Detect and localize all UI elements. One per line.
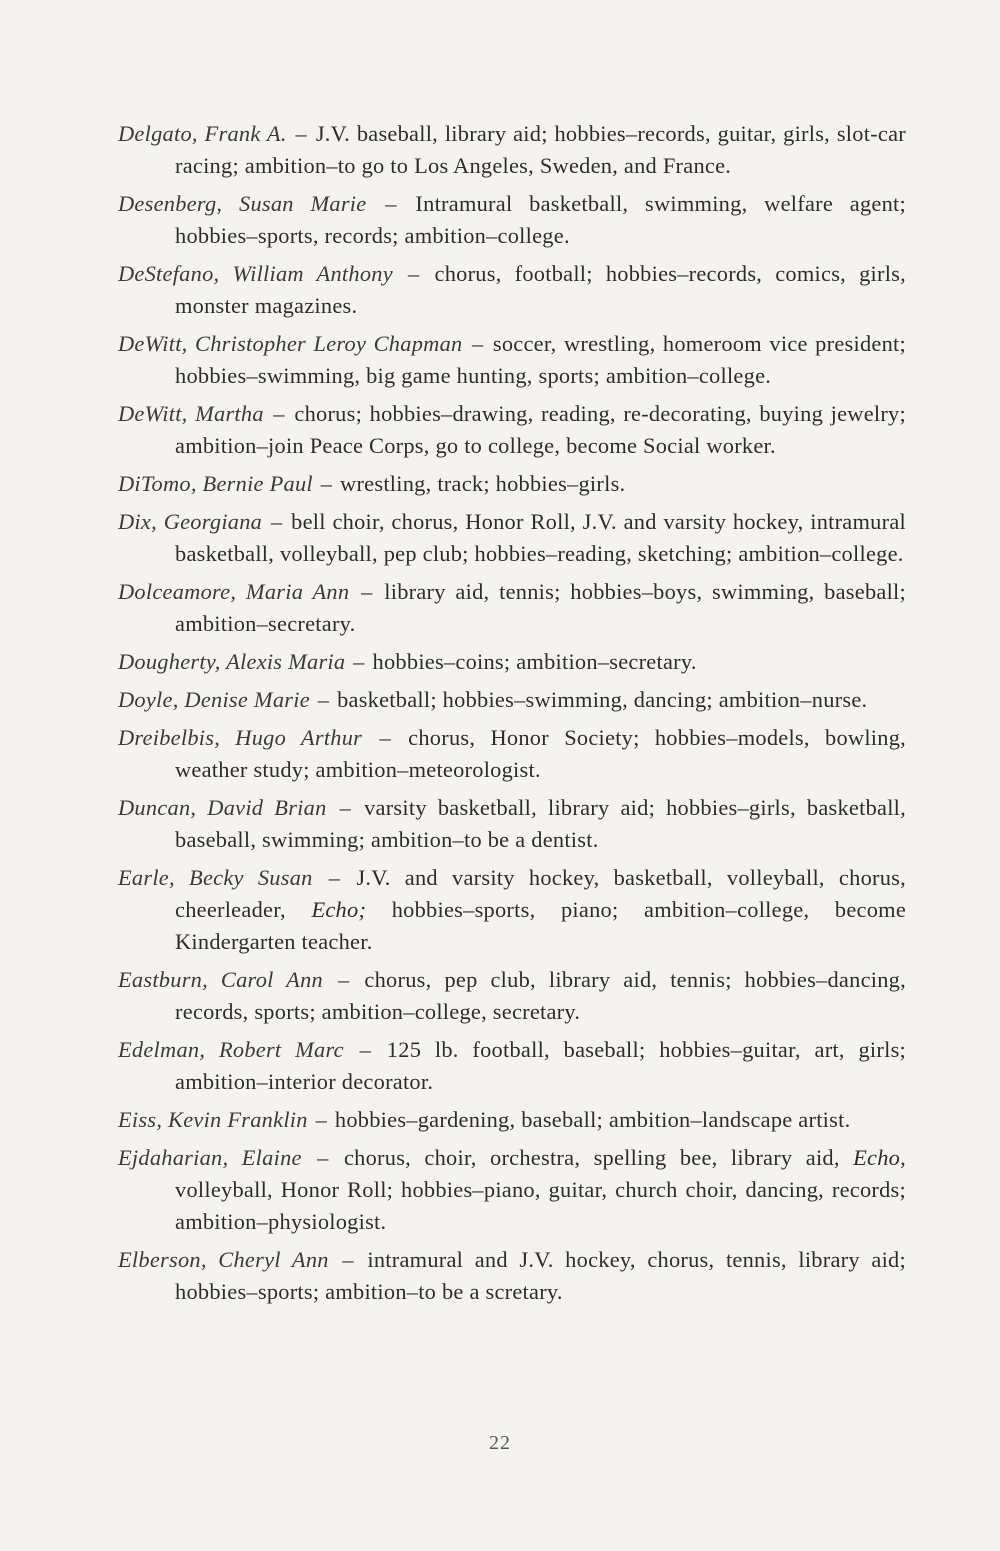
senior-entry — [118, 468, 906, 500]
page-number: 22 — [489, 1432, 511, 1454]
separator-dash: – — [320, 471, 333, 496]
separator-dash: – — [339, 795, 352, 820]
student-name: DeWitt, Martha — [118, 401, 264, 426]
senior-entry — [118, 576, 906, 640]
separator-dash: – — [317, 687, 330, 712]
student-name: Dix, Georgiana — [118, 509, 263, 534]
student-name: Dreibelbis, Hugo Arthur — [118, 725, 363, 750]
separator-dash: – — [317, 1145, 329, 1170]
student-details: hobbies–gardening, baseball; ambition–landscape artist. — [334, 1107, 851, 1132]
senior-entry — [118, 188, 906, 252]
separator-dash: – — [315, 1107, 328, 1132]
senior-entry — [118, 328, 906, 392]
separator-dash: – — [270, 509, 283, 534]
senior-entry — [118, 506, 906, 570]
senior-entry — [118, 118, 906, 182]
student-details: chorus, Honor Society; hobbies–models, bowling, weather study; ambition–meteorologist. — [175, 725, 906, 782]
student-details: library aid, tennis; hobbies–boys, swimming, baseball; ambition–secretary. — [175, 579, 907, 636]
student-name: Dougherty, Alexis Maria — [118, 649, 346, 674]
separator-dash: – — [407, 261, 420, 286]
student-name: Delgato, Frank A. — [118, 121, 287, 146]
student-details: basketball; hobbies–swimming, dancing; ambition–nurse. — [337, 687, 868, 712]
student-name: DiTomo, Bernie Paul — [118, 471, 313, 496]
separator-dash: – — [379, 725, 391, 750]
separator-dash: – — [361, 579, 373, 604]
student-name: Desenberg, Susan Marie — [118, 191, 367, 216]
separator-dash: – — [273, 401, 285, 426]
student-details: J.V. baseball, library aid; hobbies–records, guitar, girls, slot-car racing; ambition–to go to Los Angeles, Sweden, and France. — [175, 121, 906, 178]
separator-dash: – — [471, 331, 484, 356]
student-name: Eiss, Kevin Franklin — [118, 1107, 308, 1132]
senior-entries-list — [118, 118, 906, 1314]
student-details: wrestling, track; hobbies–girls. — [340, 471, 626, 496]
publication-title: Echo; — [311, 897, 367, 922]
senior-entry — [118, 398, 906, 462]
separator-dash: – — [328, 865, 341, 890]
senior-entry — [118, 1142, 906, 1238]
student-details: chorus, football; hobbies–records, comics, girls, monster magazines. — [175, 261, 906, 318]
student-name: Doyle, Denise Marie — [118, 687, 310, 712]
student-name: Ejdaharian, Elaine — [118, 1145, 302, 1170]
student-details: chorus; hobbies–drawing, reading, re-decorating, buying jewelry; ambition–join Peace Corps, go to college, become Social worker. — [175, 401, 906, 458]
separator-dash: – — [385, 191, 397, 216]
student-details: varsity basketball, library aid; hobbies–girls, basketball, baseball, swimming; ambition–to be a dentist. — [175, 795, 906, 852]
senior-entry — [118, 258, 906, 322]
student-name: Edelman, Robert Marc — [118, 1037, 344, 1062]
senior-entry — [118, 792, 906, 856]
student-name: Elberson, Cheryl Ann — [118, 1247, 329, 1272]
student-details-continued: volleyball, Honor Roll; hobbies–piano, guitar, church choir, dancing, records; ambition–physiologist. — [175, 1177, 906, 1234]
student-name: Duncan, David Brian — [118, 795, 327, 820]
student-details: Intramural basketball, swimming, welfare agent; hobbies–sports, records; ambition–college. — [175, 191, 906, 248]
publication-title: Echo, — [853, 1145, 906, 1170]
student-details: hobbies–coins; ambition–secretary. — [372, 649, 697, 674]
student-details: soccer, wrestling, homeroom vice president; hobbies–swimming, big game hunting, sports; ambition–college. — [175, 331, 906, 388]
senior-entry — [118, 862, 906, 958]
separator-dash: – — [295, 121, 307, 146]
senior-entry — [118, 646, 906, 678]
student-details: J.V. and varsity hockey, basketball, volleyball, chorus, cheerleader, — [175, 865, 906, 922]
separator-dash: – — [359, 1037, 372, 1062]
student-details: bell choir, chorus, Honor Roll, J.V. and varsity hockey, intramural basketball, volleyball, pep club; hobbies–reading, sketching; ambition–college. — [175, 509, 906, 566]
senior-entry — [118, 964, 906, 1028]
student-name: Earle, Becky Susan — [118, 865, 313, 890]
senior-entry — [118, 1244, 906, 1308]
separator-dash: – — [337, 967, 350, 992]
senior-entry — [118, 684, 906, 716]
student-details: 125 lb. football, baseball; hobbies–guitar, art, girls; ambition–interior decorator. — [175, 1037, 906, 1094]
student-name: DeStefano, William Anthony — [118, 261, 393, 286]
student-details: chorus, pep club, library aid, tennis; hobbies–dancing, records, sports; ambition–college, secretary. — [175, 967, 906, 1024]
student-details: intramural and J.V. hockey, chorus, tennis, library aid; hobbies–sports; ambition–to be a scretary. — [175, 1247, 906, 1304]
senior-entry — [118, 1104, 906, 1136]
student-name: Dolceamore, Maria Ann — [118, 579, 350, 604]
separator-dash: – — [342, 1247, 354, 1272]
senior-entry — [118, 1034, 906, 1098]
student-details: chorus, choir, orchestra, spelling bee, library aid, — [343, 1145, 854, 1170]
senior-entry — [118, 722, 906, 786]
student-name: DeWitt, Christopher Leroy Chapman — [118, 331, 463, 356]
separator-dash: – — [353, 649, 365, 674]
student-name: Eastburn, Carol Ann — [118, 967, 323, 992]
student-details-continued: hobbies–sports, piano; ambition–college, become Kindergarten teacher. — [175, 897, 907, 954]
